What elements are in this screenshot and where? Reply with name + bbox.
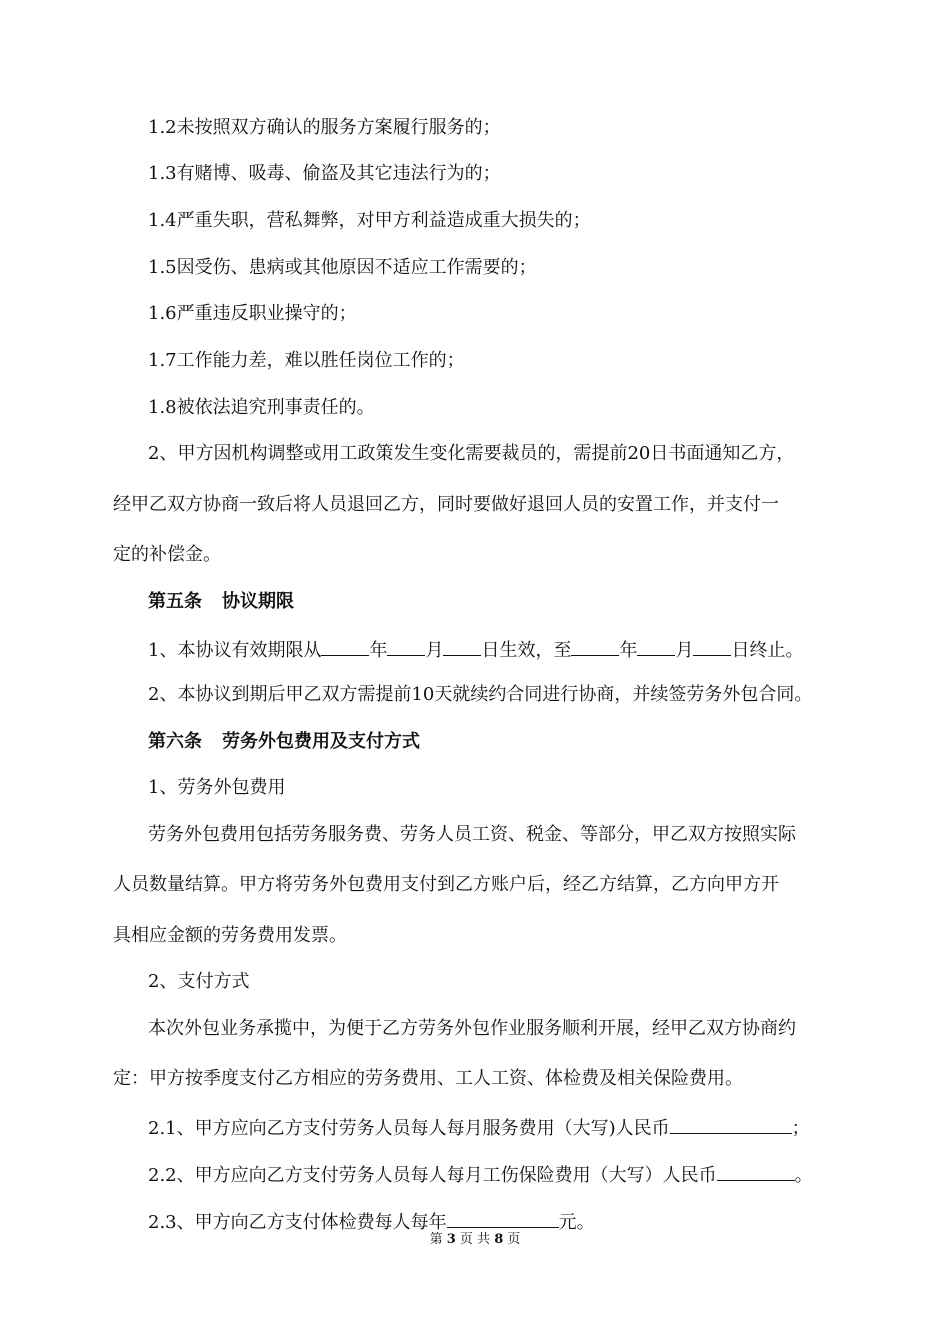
fees-line2: 人员数量结算。甲方将劳务外包费用支付到乙方账户后，经乙方结算，乙方向甲方开	[113, 874, 779, 895]
payment-line2: 定：甲方按季度支付乙方相应的劳务费用、工人工资、体检费及相关保险费用。	[113, 1068, 743, 1089]
clause-1-6: 1.6严重违反职业操守的；	[148, 303, 357, 324]
clause-1-2: 1.2未按照双方确认的服务方案履行服务的；	[148, 117, 501, 138]
end-day-blank	[693, 636, 731, 656]
clause-2-3: 2.3、甲方向乙方支付体检费每人每年 元。	[148, 1208, 595, 1235]
payment-line1: 本次外包业务承揽中，为便于乙方劳务外包作业服务顺利开展，经甲乙双方协商约	[148, 1018, 796, 1039]
page-footer: 第 3 页 共 8 页	[429, 1232, 521, 1247]
article-5-title: 协议期限	[222, 591, 294, 612]
clause-1-4: 1.4严重失职，营私舞弊，对甲方利益造成重大损失的；	[148, 210, 591, 231]
clause-1-5: 1.5因受伤、患病或其他原因不适应工作需要的；	[148, 257, 537, 278]
subheading-fees: 1、劳务外包费用	[148, 777, 286, 798]
start-day-blank	[443, 636, 481, 656]
article-5-heading	[148, 590, 294, 614]
insurance-fee-blank	[717, 1161, 795, 1181]
article-6-title: 劳务外包费用及支付方式	[222, 731, 420, 752]
start-month-blank	[387, 636, 425, 656]
layoff-para-line1: 2、甲方因机构调整或用工政策发生变化需要裁员的，需提前20日书面通知乙方，	[148, 443, 795, 464]
start-year-blank	[321, 636, 369, 656]
clause-1-3: 1.3有赌博、吸毒、偷盗及其它违法行为的；	[148, 163, 501, 184]
fees-line3: 具相应金额的劳务费用发票。	[113, 925, 347, 946]
renewal-line: 2、本协议到期后甲乙双方需提前10天就续约合同进行协商，并续签劳务外包合同。	[148, 684, 813, 705]
checkup-fee-blank	[447, 1208, 559, 1228]
layoff-para-line2: 经甲乙双方协商一致后将人员退回乙方，同时要做好退回人员的安置工作，并支付一	[113, 494, 779, 515]
total-pages-number: 8	[494, 1232, 504, 1247]
end-year-blank	[571, 636, 619, 656]
article-5-number: 第五条	[148, 591, 202, 612]
clause-1-7: 1.7工作能力差，难以胜任岗位工作的；	[148, 350, 465, 371]
clause-2-2: 2.2、甲方应向乙方支付劳务人员每人每月工伤保险费用（大写）人民币 。	[148, 1161, 813, 1188]
subheading-payment: 2、支付方式	[148, 971, 250, 992]
term-line: 1、本协议有效期限从 年 月 日生效，至 年 月 日终止。	[148, 636, 803, 663]
clause-2-1: 2.1、甲方应向乙方支付劳务人员每人每月服务费用（大写)人民币 ；	[148, 1114, 810, 1141]
article-6-number: 第六条	[148, 731, 202, 752]
current-page-number: 3	[446, 1232, 456, 1247]
clause-1-8: 1.8被依法追究刑事责任的。	[148, 397, 375, 418]
end-month-blank	[637, 636, 675, 656]
article-6-heading	[148, 730, 420, 754]
fees-line1: 劳务外包费用包括劳务服务费、劳务人员工资、税金、等部分，甲乙双方按照实际	[148, 824, 796, 845]
service-fee-blank	[670, 1114, 792, 1134]
layoff-para-line3: 定的补偿金。	[113, 544, 221, 565]
